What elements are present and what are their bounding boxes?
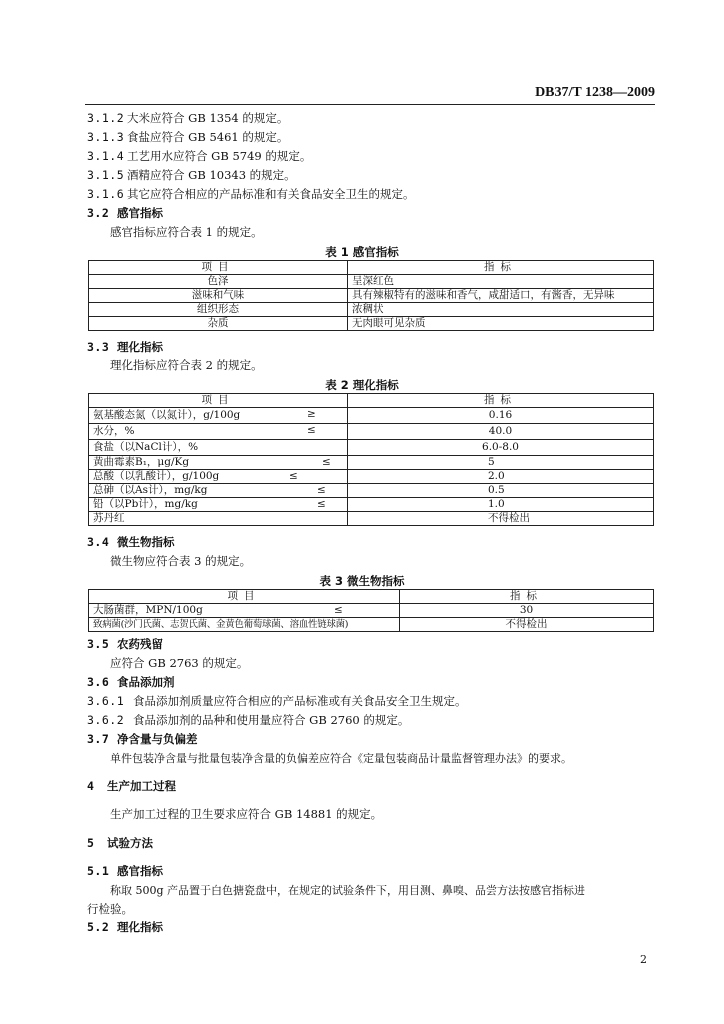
table-row [89,470,654,484]
comparison-symbol: ≥ [307,408,316,420]
clause-number: 3.1.4 [87,149,125,163]
clause-3-1-3 [87,130,288,145]
section-number: 3.2 [87,206,110,220]
section-number: 3.7 [87,732,110,746]
section-5-1-body-line2: 行检验。 [87,902,133,916]
clause-text: 其它应符合相应的产品标准和有关食品安全卫生的规定。 [127,187,415,201]
section-3-5-body: 应符合 GB 2763 的规定。 [110,656,249,670]
section-3-5-heading [87,637,163,652]
section-3-6-heading [87,675,175,690]
table-cell-value: 不得检出 [348,512,654,526]
table3 [88,589,654,632]
comparison-symbol: ≤ [317,498,326,510]
table-row [89,512,654,526]
section-title: 净含量与负偏差 [117,732,198,746]
table-cell-item: 杂质 [89,317,348,331]
clause-3-6-2 [87,713,409,728]
section-number: 5 [87,836,95,850]
table-cell-item: 致病菌(沙门氏菌、志贺氏菌、金黄色葡萄球菌、溶血性链球菌) [93,619,349,630]
table1-header-row [89,261,654,275]
clause-text: 工艺用水应符合 GB 5749 的规定。 [127,149,312,163]
clause-text: 酒精应符合 GB 10343 的规定。 [127,168,296,182]
table2-header-value: 指标 [348,394,654,408]
section-4-heading [87,779,176,794]
clause-text: 食品添加剂质量应符合相应的产品标准或有关食品安全卫生规定。 [133,694,467,708]
comparison-symbol: ≤ [317,484,326,496]
section-number: 3.5 [87,637,110,651]
section-3-4-heading [87,535,175,550]
section-number: 3.4 [87,535,110,549]
section-3-7-body: 单件包装净含量与批量包装净含量的负偏差应符合《定量包装商品计量监督管理办法》的要求。 [110,752,572,765]
table3-caption: 表 3 微生物指标 [319,574,405,588]
table2-header-item: 项目 [89,394,348,408]
section-title: 食品添加剂 [117,675,175,689]
table1-caption: 表 1 感官指标 [325,245,399,259]
table-cell-item: 组织形态 [89,303,348,317]
table-cell-value: 1.0 [348,498,654,512]
clause-number: 3.1.2 [87,111,125,125]
table2-caption: 表 2 理化指标 [325,378,399,392]
section-number: 3.3 [87,340,110,354]
clause-number: 3.6.1 [87,694,125,708]
clause-number: 3.6.2 [87,713,125,727]
clause-3-6-1 [87,694,467,709]
table1 [88,260,654,331]
clause-3-1-4 [87,149,311,164]
table3-header-row [89,590,654,604]
section-3-4-body: 微生物应符合表 3 的规定。 [110,554,252,568]
clause-text: 食品添加剂的品种和使用量应符合 GB 2760 的规定。 [133,713,410,727]
comparison-symbol: ≤ [322,456,331,468]
section-title: 理化指标 [117,340,163,354]
table-cell-value: 6.0-8.0 [348,440,654,456]
section-title: 生产加工过程 [107,779,176,793]
table-cell-item: 滋味和气味 [89,289,348,303]
section-title: 农药残留 [117,637,163,651]
section-title: 理化指标 [117,920,163,934]
section-4-body: 生产加工过程的卫生要求应符合 GB 14881 的规定。 [110,807,383,821]
table1-header-value: 指标 [348,261,654,275]
clause-number: 3.1.6 [87,187,125,201]
section-5-1-body-line1: 称取 500g 产品置于白色搪瓷盘中，在规定的试验条件下，用目测、鼻嗅、品尝方法按感官指标进 [110,884,586,897]
table-row [89,440,654,456]
table-cell-value: 0.16 [348,408,654,424]
comparison-symbol: ≤ [307,424,316,436]
table-cell-value: 浓稠状 [348,303,654,317]
clause-3-1-2 [87,111,288,126]
table-cell-value: 不得检出 [400,618,654,632]
table3-header-value: 指标 [400,590,654,604]
table-cell-value: 40.0 [348,424,654,440]
table-cell-value: 30 [400,604,654,618]
standard-code: DB37/T 1238—2009 [535,85,655,100]
table-cell-item: 总砷（以As计），mg/kg [93,484,208,496]
table-cell-item: 苏丹红 [93,512,125,524]
section-title: 试验方法 [107,836,153,850]
table-row [89,408,654,424]
table-cell-item: 氨基酸态氮（以氮计），g/100g [93,409,241,421]
section-number: 3.6 [87,675,110,689]
comparison-symbol: ≤ [334,604,343,616]
clause-3-1-6 [87,187,415,202]
section-3-3-body: 理化指标应符合表 2 的规定。 [110,358,263,372]
table-row [89,424,654,440]
table-row [89,498,654,512]
clause-text: 大米应符合 GB 1354 的规定。 [127,111,289,125]
table-cell-value: 5 [348,456,654,470]
section-title: 微生物指标 [117,535,175,549]
table-cell-item: 水分，% [93,425,135,437]
page-number: 2 [640,953,647,966]
table-row [89,618,654,632]
table-cell-value: 0.5 [348,484,654,498]
clause-3-1-5 [87,168,296,183]
section-number: 4 [87,779,95,793]
table-cell-item: 铅（以Pb计），mg/kg [93,498,198,510]
table3-header-item: 项目 [89,590,400,604]
section-5-1-heading [87,864,163,879]
table-cell-item: 总酸（以乳酸计），g/100g [93,470,220,482]
table2 [88,393,654,526]
section-number: 5.1 [87,864,110,878]
section-3-2-heading [87,206,163,221]
table-cell-item: 色泽 [89,275,348,289]
table2-header-row [89,394,654,408]
table-cell-item: 食盐（以NaCl计），% [93,441,199,453]
comparison-symbol: ≤ [289,470,298,482]
table-cell-item: 黄曲霉素B₁，μg/Kg [93,456,190,468]
table-cell-value: 呈深红色 [348,275,654,289]
table-cell-value: 具有辣椒特有的滋味和香气，咸甜适口，有酱香，无异味 [348,289,654,303]
header-rule [85,104,655,105]
section-3-2-body: 感官指标应符合表 1 的规定。 [110,225,263,239]
section-3-7-heading [87,732,198,747]
table-row [89,484,654,498]
section-title: 感官指标 [117,206,163,220]
table-cell-item: 大肠菌群，MPN/100g [93,604,203,616]
clause-text: 食盐应符合 GB 5461 的规定。 [127,130,289,144]
table-cell-value: 无肉眼可见杂质 [348,317,654,331]
section-number: 5.2 [87,920,110,934]
section-title: 感官指标 [117,864,163,878]
section-3-3-heading [87,340,163,355]
table-cell-value: 2.0 [348,470,654,484]
table-row [89,275,654,289]
table-row [89,604,654,618]
table-row [89,303,654,317]
clause-number: 3.1.3 [87,130,125,144]
section-5-2-heading [87,920,163,935]
table-row [89,456,654,470]
clause-number: 3.1.5 [87,168,125,182]
table-row [89,317,654,331]
table-row [89,289,654,303]
table1-header-item: 项目 [89,261,348,275]
section-5-heading [87,836,153,851]
